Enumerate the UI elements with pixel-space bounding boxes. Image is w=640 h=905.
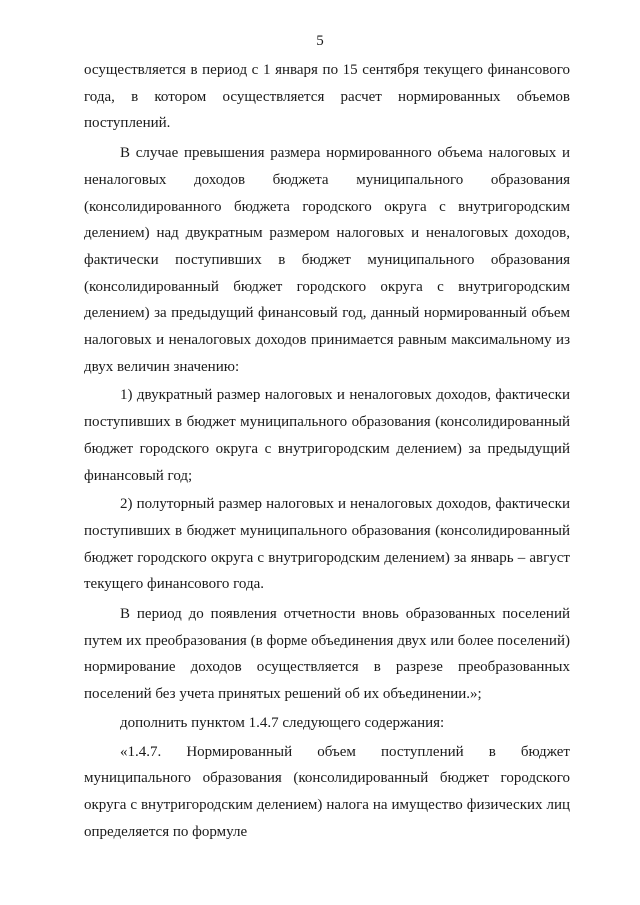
- paragraph-clause-1-4-7: «1.4.7. Нормированный объем поступлений в бюджет муниципального образования (консолидированный бюджет городского округа с внутригородским делением) налога на имущество физических лиц определяется по формуле: [84, 743, 570, 840]
- page-number: 5: [316, 33, 324, 49]
- paragraph-reporting-period: В период до появления отчетности вновь образованных поселений путем их преобразования (в форме объединения двух или более поселений) нормирование доходов осуществляется в разрезе преобразованных поселений без учета принятых решений об их объединении.»;: [84, 606, 570, 703]
- paragraph-item-2: 2) полуторный размер налоговых и неналоговых доходов, фактически поступивших в бюджет муниципального образования (консолидированный бюджет городского округа с внутригородским делением) за январь – август текущего финансового года.: [84, 496, 570, 593]
- paragraph-excess-rule: В случае превышения размера нормированного объема налоговых и неналоговых доходов бюджета муниципального образования (консолидированного бюджета городского округа с внутригородским делением) над двукратным размером налоговых и неналоговых доходов, фактически поступивших в бюджет муниципального образования (консолидированный бюджет городского округа с внутригородским делением) за предыдущий финансовый год, данный нормированный объем налоговых и неналоговых доходов принимается равным максимальному из двух величин значению:: [84, 145, 570, 375]
- paragraph-item-1: 1) двукратный размер налоговых и неналоговых доходов, фактически поступивших в бюджет муниципального образования (консолидированный бюджет городского округа с внутригородским делением) за предыдущий финансовый год;: [84, 387, 570, 484]
- document-body: [84, 57, 570, 845]
- paragraph-add-clause: дополнить пунктом 1.4.7 следующего содержания:: [120, 714, 445, 731]
- paragraph-continuation: осуществляется в период с 1 января по 15 сентября текущего финансового года, в котором осуществляется расчет нормированных объемов поступлений.: [84, 62, 570, 132]
